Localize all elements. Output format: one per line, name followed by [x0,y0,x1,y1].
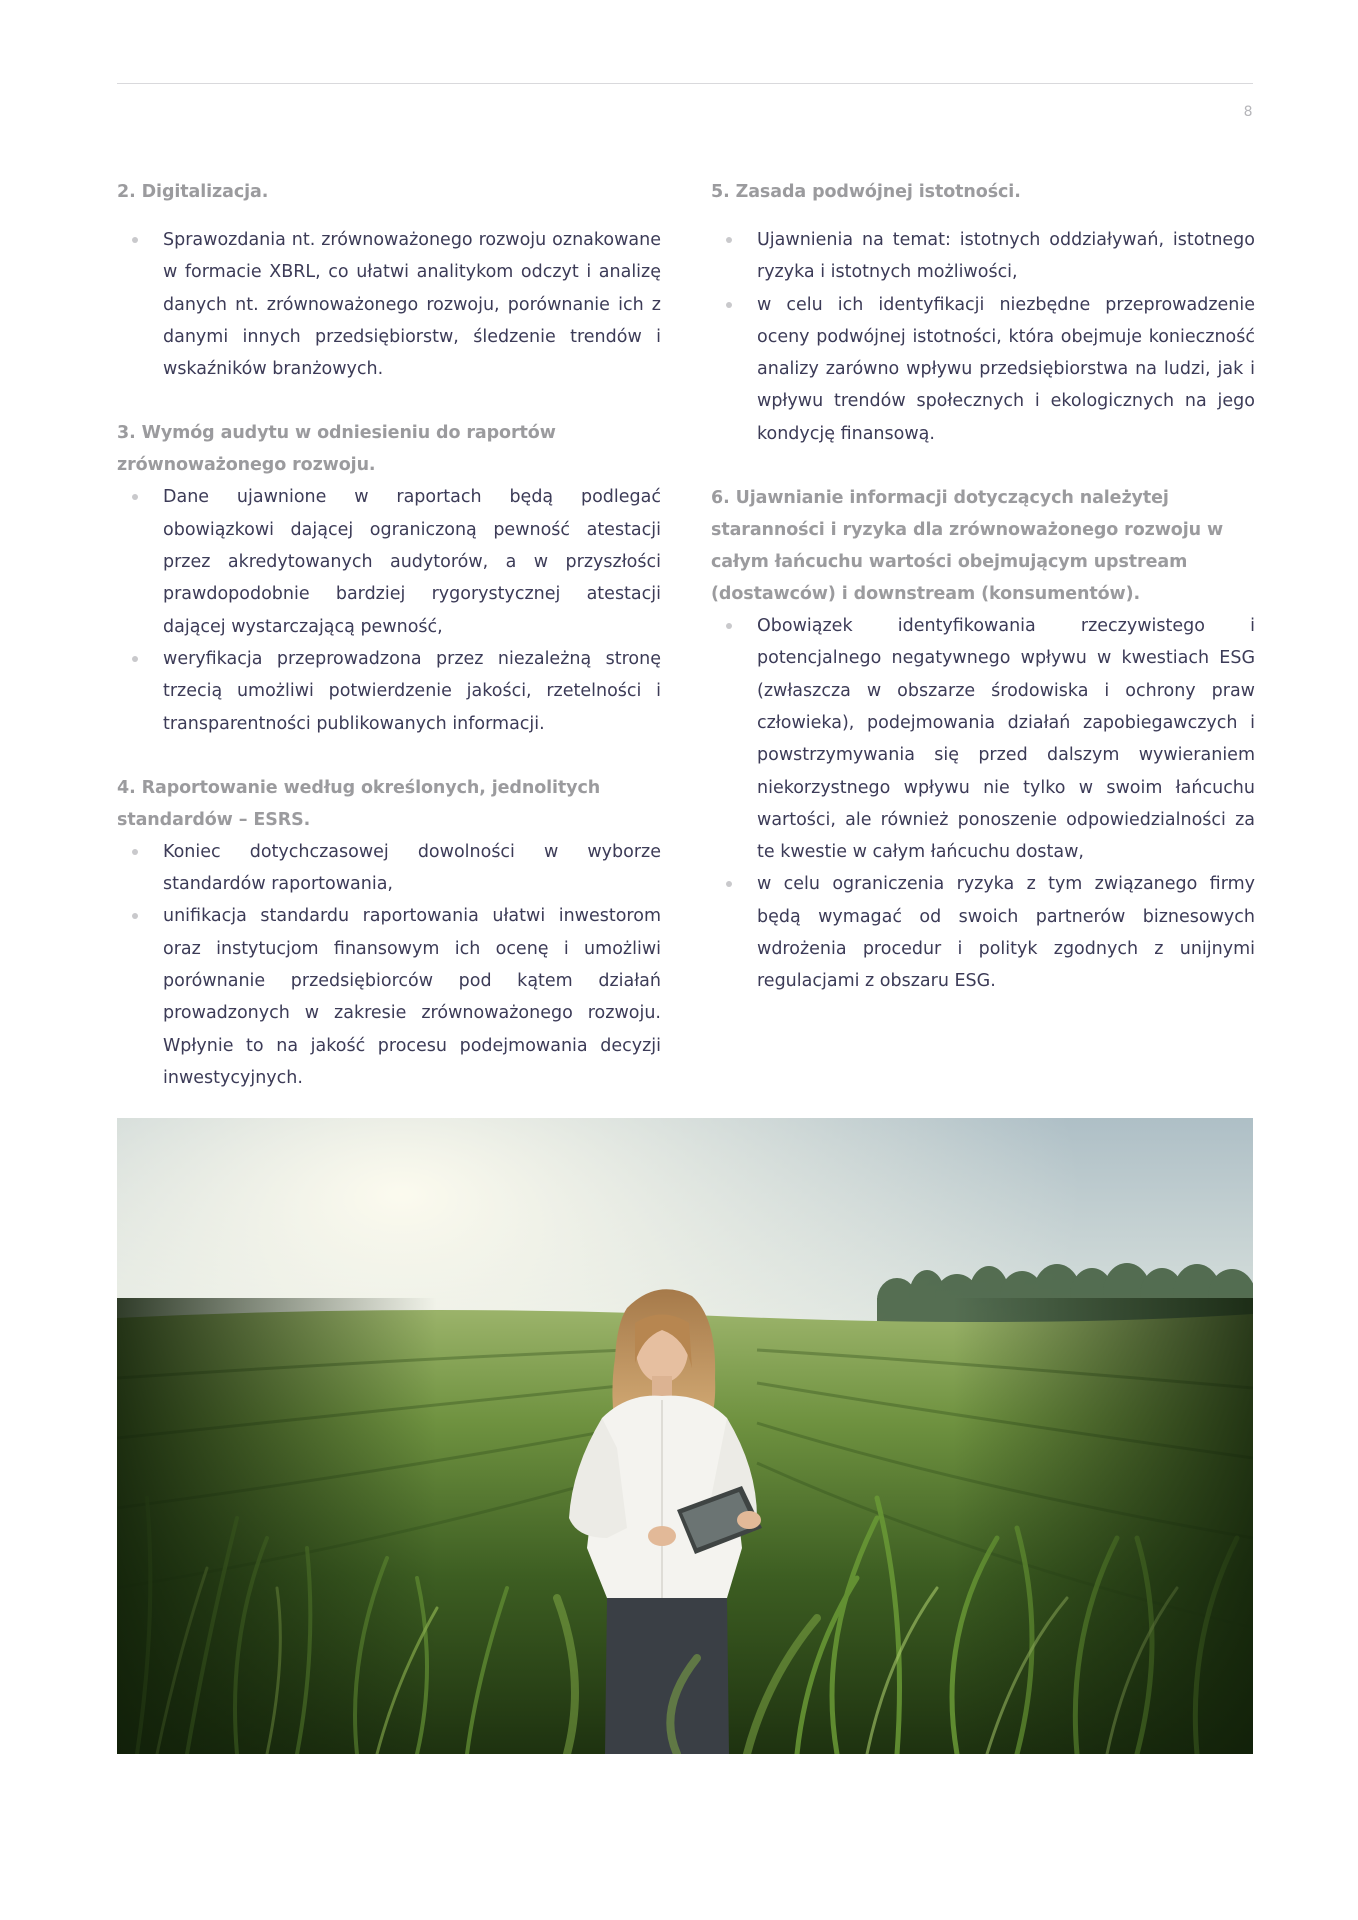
list-item: w celu ograniczenia ryzyka z tym związanego firmy będą wymagać od swoich partnerów biznesowych wdrożenia procedur i polityk zgodnych z unijnymi regulacjami z obszaru ESG. [711,868,1255,997]
bullet-dot [726,237,732,243]
list-item: w celu ich identyfikacji niezbędne przeprowadzenie oceny podwójnej istotności, która obejmuje konieczność analizy zarówno wpływu przedsiębiorstwa na ludzi, jak i wpływu trendów społecznych i ekologicznych na jego kondycję finansową. [711,289,1255,450]
section-heading-audit: 3. Wymóg audytu w odniesieniu do raportów zrównoważonego rozwoju. [117,423,556,476]
bullet-list-due-diligence [711,610,1255,998]
bullet-dot [132,849,138,855]
section-heading-esrs: 4. Raportowanie według określonych, jednolitych standardów – ESRS. [117,777,601,830]
bullet-list-double-materiality [711,224,1255,450]
bullet-dot [726,302,732,308]
bullet-list-audit [117,481,661,739]
bullet-dot [132,656,138,662]
list-item: weryfikacja przeprowadzona przez niezależną stronę trzecią umożliwi potwierdzenie jakości, rzetelności i transparentności publikowanych informacji. [117,643,661,740]
left-column [117,176,661,1094]
section-heading-due-diligence: 6. Ujawnianie informacji dotyczących należytej staranności i ryzyka dla zrównoważonego rozwoju w całym łańcuchu wartości obejmującym upstream (dostawców) i downstream (konsumentów). [711,488,1224,605]
bullet-list-digitalization [117,224,661,385]
list-item: Obowiązek identyfikowania rzeczywistego i potencjalnego negatywnego wpływu w kwestiach ESG (zwłaszcza w obszarze środowiska i ochrony praw człowieka), podejmowania działań zapobiegawczych i powstrzymywania się przed dalszym wywieraniem niekorzystnego wpływu nie tylko w swoim łańcuchu wartości, ale również ponoszenie odpowiedzialności za te kwestie w całym łańcuchu dostaw, [711,610,1255,868]
list-item: Dane ujawnione w raportach będą podlegać obowiązkowi dającej ograniczoną pewność atestacji przez akredytowanych audytorów, a w przyszłości prawdopodobnie bardziej rygorystycznej atestacji dającej wystarczającą pewność, [117,481,661,642]
list-item: Ujawnienia na temat: istotnych oddziaływań, istotnego ryzyka i istotnych możliwości, [711,224,1255,289]
bullet-dot [132,913,138,919]
section-heading-digitalization: 2. Digitalizacja. [117,182,269,202]
header-divider [117,83,1253,84]
right-column [711,176,1255,998]
bullet-dot [132,237,138,243]
list-item: Koniec dotychczasowej dowolności w wyborze standardów raportowania, [117,836,661,901]
field-photo [117,1118,1253,1754]
section-heading-double-materiality: 5. Zasada podwójnej istotności. [711,182,1021,202]
list-item: Sprawozdania nt. zrównoważonego rozwoju oznakowane w formacie XBRL, co ułatwi analitykom odczyt i analizę danych nt. zrównoważonego rozwoju, porównanie ich z danymi innych przedsiębiorstw, śledzenie trendów i wskaźników branżowych. [117,224,661,385]
bullet-dot [726,881,732,887]
list-item: unifikacja standardu raportowania ułatwi inwestorom oraz instytucjom finansowym ich ocenę i umożliwi porównanie przedsiębiorców pod kątem działań prowadzonych w zakresie zrównoważonego rozwoju. Wpłynie to na jakość procesu podejmowania decyzji inwestycyjnych. [117,900,661,1094]
bullet-dot [726,623,732,629]
page-number: 8 [1243,104,1253,120]
field-photo-illustration [117,1118,1253,1754]
bullet-list-esrs [117,836,661,1094]
bullet-dot [132,494,138,500]
